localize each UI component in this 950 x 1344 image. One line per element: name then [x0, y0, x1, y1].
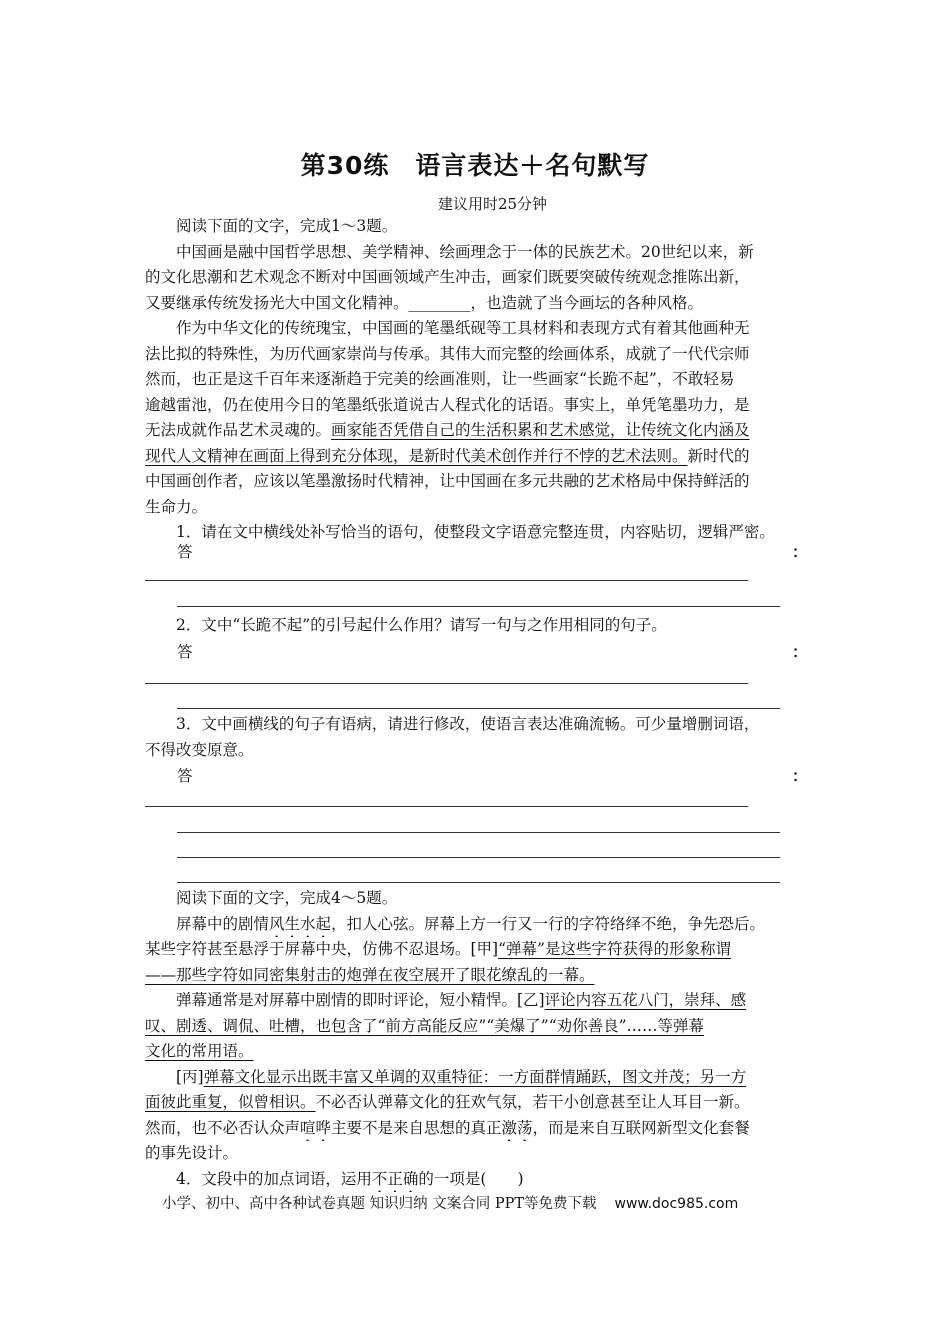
footer-text: 小学、初中、高中各种试卷真题 知识归纳 文案合同 PPT等免费下载 [162, 1196, 597, 1212]
plain-text: 然而，也不必否认众声 [145, 1118, 301, 1137]
passage-1-line: 法比拟的特殊性，为历代画家崇尚与传承。其伟大而完整的绘画体系，成就了一代代宗师 [145, 344, 750, 363]
question-2-block [145, 613, 815, 639]
plain-text: 无法成就作品艺术灵魂的。 [145, 421, 332, 439]
question-1: 1．请在文中横线处补写恰当的语句，使整段文字语意完整连贯，内容贴切，逻辑严密。 [176, 523, 775, 541]
plain-text: 某些字符甚至悬浮于屏幕中央，仿佛不忍退场。[甲] [145, 940, 499, 958]
answer-line[interactable] [145, 580, 748, 581]
passage-1-line: 然而，也正是这千百年来逐渐趋于完美的绘画准则，让一些画家“长跪不起”，不敢轻易 [145, 370, 735, 388]
passage-2-line: 的事先设计。 [145, 1144, 239, 1162]
answer-line[interactable] [177, 606, 780, 607]
dotted-word: 风生水起 [269, 914, 332, 933]
answer-colon: ： [792, 642, 808, 661]
question-4 [145, 1167, 815, 1193]
answer-line[interactable] [177, 708, 780, 709]
plain-text: 主要不是来自思想的真正 [331, 1118, 502, 1137]
passage-1 [145, 214, 815, 546]
dotted-word: 不正确 [371, 1169, 419, 1188]
answer-label: 答 [177, 643, 193, 661]
answer-line[interactable] [145, 683, 748, 684]
answer-line[interactable] [177, 832, 780, 833]
dotted-word: 激荡 [501, 1118, 533, 1137]
passage-2-line [145, 1116, 815, 1142]
plain-text: ，而是来自互联网新型文化套餐 [532, 1118, 750, 1137]
underlined-sentence: 画家能否凭借自己的生活积累和艺术感觉，让传统文化内涵及 [331, 421, 750, 439]
passage-1-line: 作为中华文化的传统瑰宝，中国画的笔墨纸砚等工具材料和表现方式有着其他画种无 [176, 319, 750, 337]
underlined-sentence: “弹幕”是这些字符获得的形象称谓 [498, 940, 731, 958]
underlined-sentence: 文化的常用语。 [145, 1042, 254, 1060]
answer-colon: ： [792, 766, 808, 785]
passage-1-line: 又要继承传统发扬光大中国文化精神。________，也造就了当今画坛的各种风格。 [145, 293, 704, 312]
underlined-sentence: 现代人文精神在画面上得到充分体现，是新时代美术创作并行不悖的艺术法则。 [145, 446, 688, 465]
passage-2-line [145, 1090, 815, 1116]
dotted-word: 喧哗 [300, 1118, 332, 1137]
plain-text: 弹幕通常是对屏幕中剧情的即时评论，短小精悍。[乙] [176, 991, 545, 1009]
passage-1-line: 的文化思潮和艺术观念不断对中国画领域产生冲击，画家们既要突破传统观念推陈出新， [145, 268, 750, 286]
passage-1-intro: 阅读下面的文字，完成1～3题。 [176, 217, 398, 235]
passage-2-line [145, 937, 815, 963]
plain-text: 4．文段中的加点词语，运用 [176, 1169, 372, 1188]
passage-2-line [145, 1065, 815, 1091]
plain-text: 屏幕中的剧情 [176, 914, 270, 933]
page-subtitle: 建议用时25分钟 [437, 195, 548, 213]
underlined-sentence: 面彼此重复，似曾相识。 [145, 1093, 316, 1111]
underlined-sentence: 叹、剧透、调侃、吐槽，也包含了“前方高能反应”“美爆了”“劝你善良”……等弹幕 [145, 1016, 705, 1035]
plain-text: 新时代的 [687, 446, 750, 465]
answer-line[interactable] [145, 806, 748, 807]
passage-2-line [145, 1039, 815, 1065]
answer-colon: ： [792, 542, 808, 561]
passage-2-line [145, 912, 815, 938]
passage-1-line: 中国画是融中国哲学思想、美学精神、绘画理念于一体的民族艺术。20世纪以来，新 [176, 242, 754, 261]
question-3: 3．文中画横线的句子有语病，请进行修改，使语言表达准确流畅。可少量增删词语， [176, 715, 760, 733]
question-2: 2．文中“长跪不起”的引号起什么作用？请写一句与之作用相同的句子。 [176, 616, 667, 634]
passage-2-intro: 阅读下面的文字，完成4～5题。 [176, 889, 398, 907]
footer-site-link[interactable]: www.doc985.com [614, 1196, 739, 1212]
underlined-sentence: 弹幕文化显示出既丰富又单调的双重特征：一方面群情踊跃，图文并茂；另一方 [203, 1067, 747, 1086]
underlined-sentence: ——那些字符如同密集射击的炮弹在夜空展开了眼花缭乱的一幕。 [145, 965, 595, 984]
question-3-cont: 不得改变原意。 [145, 740, 254, 759]
passage-1-line [145, 444, 815, 470]
passage-1-line: 生命力。 [145, 497, 208, 516]
answer-label: 答 [177, 543, 193, 561]
question-3-block [145, 712, 815, 763]
passage-2-line [145, 963, 815, 989]
passage-2 [145, 886, 815, 1192]
plain-text: 不必否认弹幕文化的狂欢气氛，若干小创意甚至让人耳目一新。 [315, 1093, 750, 1111]
plain-text: 的一项是( ) [418, 1169, 524, 1188]
answer-label: 答 [177, 767, 193, 785]
passage-1-line [145, 418, 815, 444]
answer-line[interactable] [177, 882, 780, 883]
answer-line[interactable] [177, 857, 780, 858]
page-footer [162, 1192, 862, 1213]
passage-1-line: 逾越雷池，仍在使用今日的笔墨纸张道说古人程式化的话语。事实上，单凭笔墨功力，是 [145, 395, 750, 414]
plain-text: [丙] [176, 1067, 204, 1086]
passage-2-line [145, 1014, 815, 1040]
page-title: 第30练 语言表达＋名句默写 [300, 151, 650, 180]
passage-1-line: 中国画创作者，应该以笔墨激扬时代精神，让中国画在多元共融的艺术格局中保持鲜活的 [145, 472, 750, 490]
plain-text: ，扣人心弦。屏幕上方一行又一行的字符络绎不绝，争先恐后。 [331, 914, 766, 933]
underlined-sentence: 评论内容五花八门，崇拜、感 [544, 991, 747, 1009]
passage-2-line [145, 988, 815, 1014]
